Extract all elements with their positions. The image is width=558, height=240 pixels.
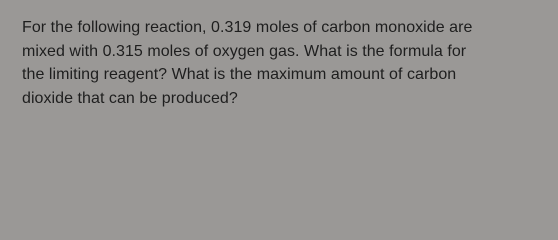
question-line-4: dioxide that can be produced? — [22, 89, 238, 107]
question-line-2: mixed with 0.315 moles of oxygen gas. What is the formula for — [22, 42, 467, 60]
question-text — [22, 16, 536, 110]
question-line-1: For the following reaction, 0.319 moles of carbon monoxide are — [22, 19, 473, 36]
question-line-3: the limiting reagent? What is the maximum amount of carbon — [22, 66, 457, 83]
